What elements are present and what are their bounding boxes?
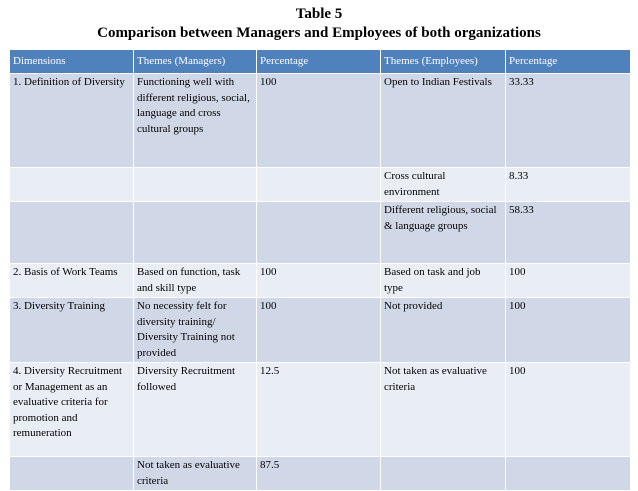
table-cell: 33.33: [506, 74, 631, 168]
table-cell: [381, 457, 506, 491]
column-header-percentage-employees: Percentage: [506, 50, 631, 74]
table-cell: [10, 457, 134, 491]
table-row: [10, 298, 631, 363]
table-cell: [257, 168, 381, 202]
table-cell: [506, 457, 631, 491]
table-cell: 100: [506, 264, 631, 298]
table-cell: 100: [257, 298, 381, 363]
table-cell: [134, 202, 257, 264]
table-cell: 100: [257, 264, 381, 298]
column-header-themes-managers: Themes (Managers): [134, 50, 257, 74]
table-row: [10, 74, 631, 168]
header-row: [10, 50, 631, 74]
table-cell: 4. Diversity Recruitment or Management as an evaluative criteria for promotion and remuneration: [10, 363, 134, 457]
table-cell: Different religious, social & language groups: [381, 202, 506, 264]
table-row: [10, 168, 631, 202]
comparison-table: [9, 49, 631, 491]
table-row: [10, 264, 631, 298]
table-row: [10, 457, 631, 491]
table-title: Table 5: [295, 6, 343, 22]
table-cell: [10, 168, 134, 202]
table-subtitle: Comparison between Managers and Employees of both organizations: [97, 25, 541, 41]
table-cell: Open to Indian Festivals: [381, 74, 506, 168]
table-cell: 87.5: [257, 457, 381, 491]
table-cell: Not provided: [381, 298, 506, 363]
table-cell: 58.33: [506, 202, 631, 264]
table-cell: Not taken as evaluative criteria: [381, 363, 506, 457]
table-cell: Cross cultural environment: [381, 168, 506, 202]
table-cell: Based on function, task and skill type: [134, 264, 257, 298]
table-cell: 100: [506, 298, 631, 363]
table-row: [10, 363, 631, 457]
table-cell: No necessity felt for diversity training/ Diversity Training not provided: [134, 298, 257, 363]
table-cell: Based on task and job type: [381, 264, 506, 298]
table-row: [10, 202, 631, 264]
table-cell: 2. Basis of Work Teams: [10, 264, 134, 298]
table-cell: Diversity Recruitment followed: [134, 363, 257, 457]
table-cell: 1. Definition of Diversity: [10, 74, 134, 168]
table-cell: 12.5: [257, 363, 381, 457]
table-cell: [10, 202, 134, 264]
table-cell: 100: [257, 74, 381, 168]
column-header-themes-employees: Themes (Employees): [381, 50, 506, 74]
table-cell: Functioning well with different religious, social, language and cross cultural groups: [134, 74, 257, 168]
table-cell: [257, 202, 381, 264]
table-cell: 100: [506, 363, 631, 457]
table-cell: Not taken as evaluative criteria: [134, 457, 257, 491]
table-cell: 8.33: [506, 168, 631, 202]
table-cell: [134, 168, 257, 202]
table-cell: 3. Diversity Training: [10, 298, 134, 363]
column-header-percentage-managers: Percentage: [257, 50, 381, 74]
column-header-dimensions: Dimensions: [10, 50, 134, 74]
